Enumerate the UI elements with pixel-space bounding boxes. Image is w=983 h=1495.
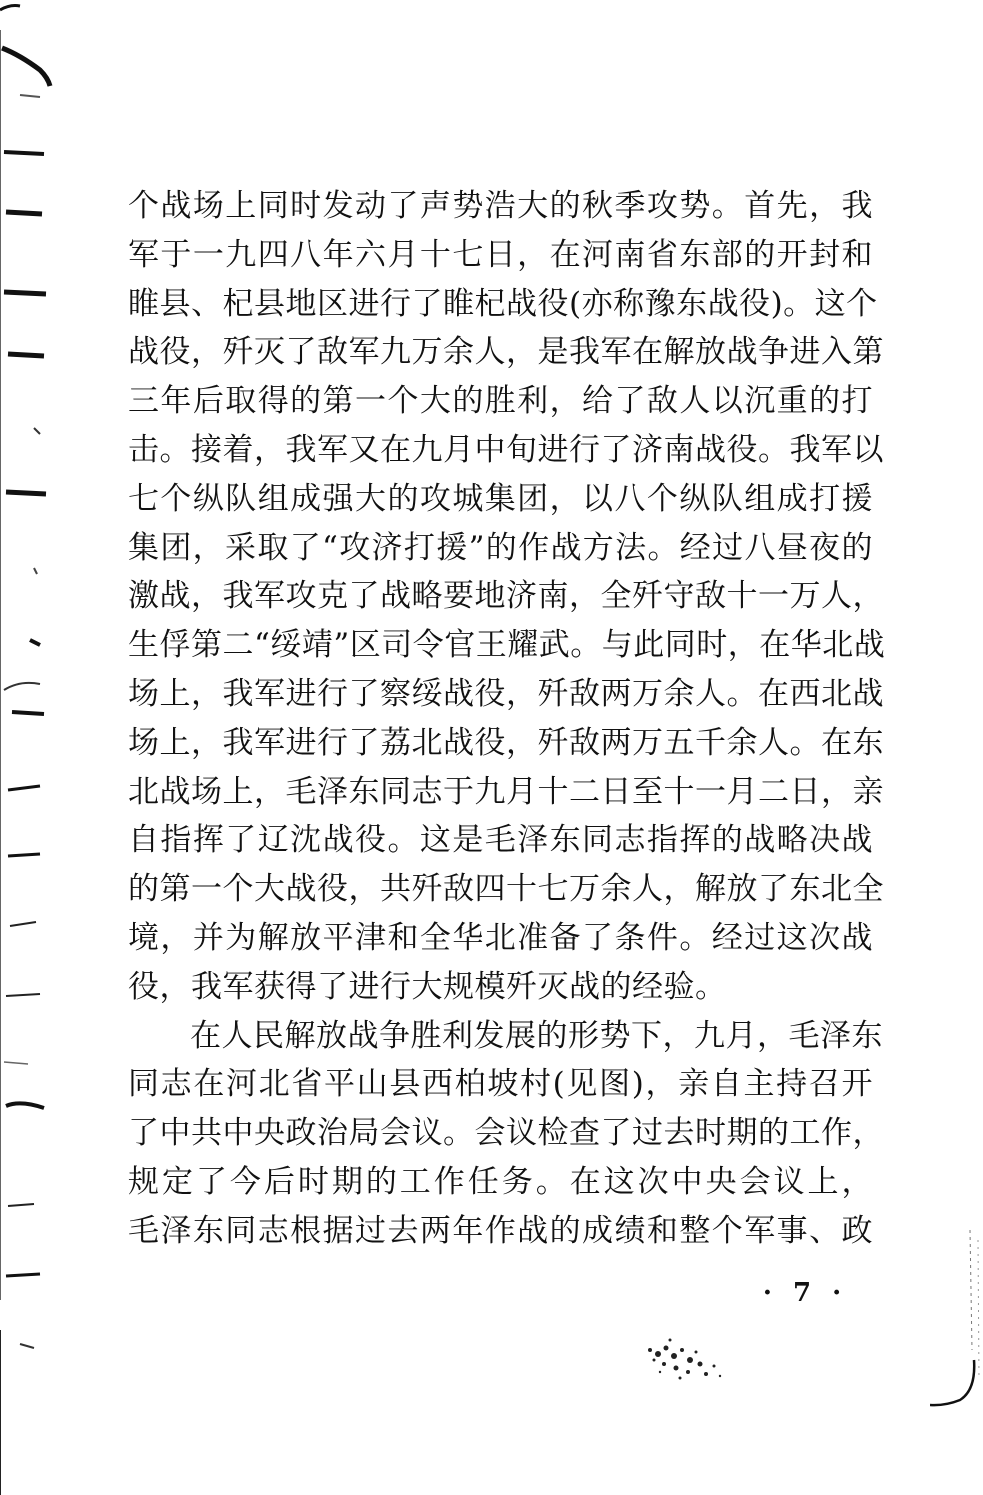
text-line: 了中共中央政治局会议。会议检查了过去时期的工作， — [128, 1115, 884, 1152]
text-line: 场上，我军进行了荔北战役，歼敌两万五千余人。在东 — [128, 724, 884, 761]
text-line: 睢县、杞县地区进行了睢杞战役(亦称豫东战役)。这个 — [128, 285, 878, 322]
body-text — [128, 182, 886, 1256]
text-line: 军于一九四八年六月十七日，在河南省东部的开封和 — [128, 236, 873, 273]
page-number: · 7 · — [762, 1278, 848, 1308]
text-line: 北战场上，毛泽东同志于九月十二日至十一月二日，亲 — [128, 773, 884, 810]
binding-edge-marks — [0, 0, 60, 1495]
text-line: 三年后取得的第一个大的胜利，给了敌人以沉重的打 — [128, 383, 873, 420]
text-line: 自指挥了辽沈战役。这是毛泽东同志指挥的战略决战 — [128, 822, 873, 859]
text-line: 境，并为解放平津和全华北准备了条件。经过这次战 — [128, 919, 873, 956]
text-line: 集团，采取了“攻济打援”的作战方法。经过八昼夜的 — [128, 529, 873, 566]
ink-smudge — [630, 1320, 740, 1390]
text-line: 役，我军获得了进行大规模歼灭战的经验。 — [128, 968, 727, 1005]
paragraph-2 — [128, 1012, 884, 1256]
text-line: 击。接着，我军又在九月中旬进行了济南战役。我军以 — [128, 431, 884, 468]
text-line: 七个纵队组成强大的攻城集团，以八个纵队组成打援 — [128, 480, 873, 517]
text-line: 毛泽东同志根据过去两年作战的成绩和整个军事、政 — [128, 1212, 873, 1249]
paragraph-1 — [128, 182, 886, 1012]
text-line: 在人民解放战争胜利发展的形势下，九月，毛泽东 — [190, 1017, 883, 1054]
text-line: 的第一个大战役，共歼敌四十七万余人，解放了东北全 — [128, 871, 884, 908]
text-line: 生俘第二“绥靖”区司令官王耀武。与此同时，在华北战 — [128, 627, 886, 664]
text-line: 场上，我军进行了察绥战役，歼敌两万余人。在西北战 — [128, 675, 884, 712]
text-line: 战役，歼灭了敌军九万余人，是我军在解放战争进入第 — [128, 334, 884, 371]
text-line: 规定了今后时期的工作任务。在这次中央会议上， — [128, 1163, 873, 1200]
page-corner-curl — [930, 1230, 983, 1410]
text-line: 同志在河北省平山县西柏坡村(见图)，亲自主持召开 — [128, 1066, 873, 1103]
text-line: 激战，我军攻克了战略要地济南，全歼守敌十一万人， — [128, 578, 884, 615]
text-line: 个战场上同时发动了声势浩大的秋季攻势。首先，我 — [128, 188, 873, 224]
